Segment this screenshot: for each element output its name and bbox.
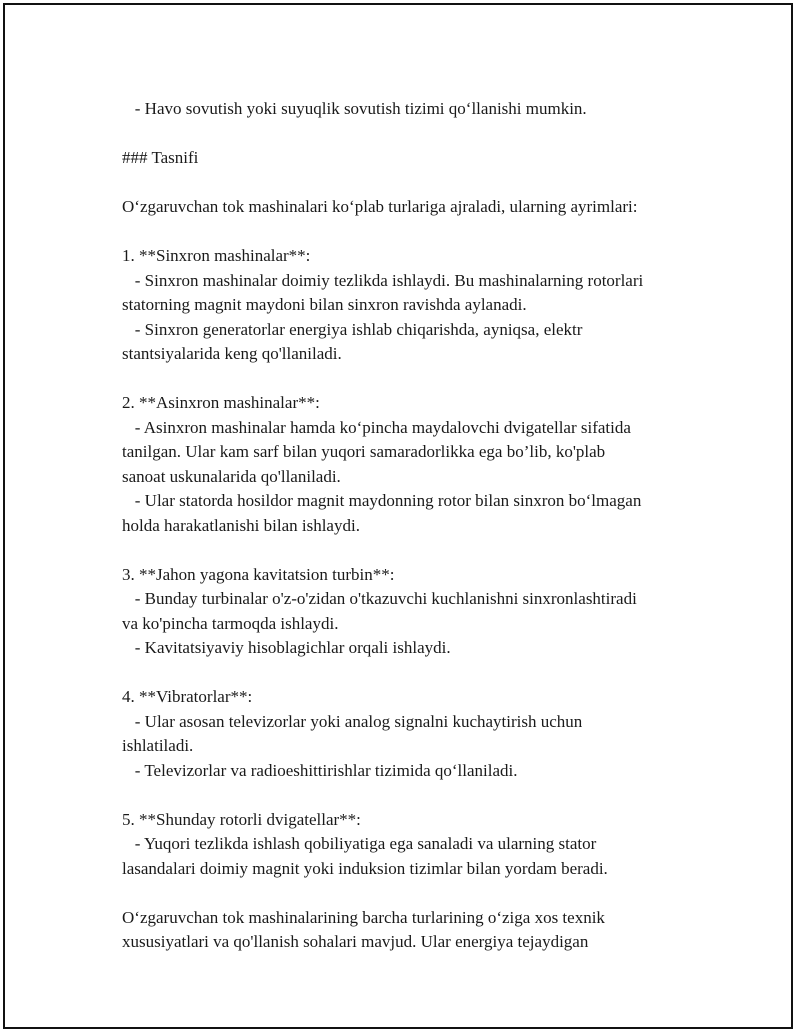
- text-line: 5. **Shunday rotorli dvigatellar**:: [122, 809, 361, 829]
- text-line: xususiyatlari va qo'llanish sohalari mavjud. Ular energiya tejaydigan: [122, 932, 589, 951]
- text-line: ishlatiladi.: [122, 736, 194, 755]
- text-line: lasandalari doimiy magnit yoki induksion tizimlar bilan yordam beradi.: [122, 858, 608, 878]
- document-body: [122, 97, 722, 955]
- blank-line: [122, 661, 722, 686]
- page-frame: [3, 3, 793, 1029]
- text-line: - Asinxron mashinalar hamda ko‘pincha maydalovchi dvigatellar sifatida: [122, 417, 631, 437]
- text-line: O‘zgaruvchan tok mashinalari ko‘plab turlariga ajraladi, ularning ayrimlari:: [122, 197, 638, 216]
- text-line: O‘zgaruvchan tok mashinalarining barcha turlarining o‘ziga xos texnik: [122, 907, 605, 927]
- blank-line: [122, 220, 722, 245]
- blank-line: [122, 538, 722, 563]
- text-line: 3. **Jahon yagona kavitatsion turbin**:: [122, 564, 395, 584]
- text-line: ### Tasnifi: [122, 148, 199, 167]
- text-line: statorning magnit maydoni bilan sinxron ravishda aylanadi.: [122, 295, 527, 314]
- text-line: holda harakatlanishi bilan ishlaydi.: [122, 515, 360, 535]
- text-line: - Ular statorda hosildor magnit maydonning rotor bilan sinxron bo‘lmagan: [122, 491, 642, 510]
- text-line: 2. **Asinxron mashinalar**:: [122, 393, 320, 412]
- text-line: - Bunday turbinalar o'z-o'zidan o'tkazuvchi kuchlanishni sinxronlashtiradi: [122, 589, 637, 608]
- blank-line: [122, 783, 722, 808]
- text-line: - Ular asosan televizorlar yoki analog signalni kuchaytirish uchun: [122, 711, 583, 731]
- text-line: stantsiyalarida keng qo'llaniladi.: [122, 344, 342, 363]
- text-line: - Kavitatsiyaviy hisoblagichlar orqali ishlaydi.: [122, 638, 451, 657]
- blank-line: [122, 171, 722, 196]
- text-line: - Yuqori tezlikda ishlash qobiliyatiga ega sanaladi va ularning stator: [122, 834, 597, 853]
- text-line: - Havo sovutish yoki suyuqlik sovutish tizimi qo‘llanishi mumkin.: [122, 99, 587, 118]
- text-line: tanilgan. Ular kam sarf bilan yuqori samaradorlikka ega bo’lib, ko'plab: [122, 442, 606, 461]
- blank-line: [122, 367, 722, 392]
- text-line: va ko'pincha tarmoqda ishlaydi.: [122, 613, 339, 633]
- blank-line: [122, 881, 722, 906]
- text-line: - Sinxron generatorlar energiya ishlab chiqarishda, ayniqsa, elektr: [122, 319, 583, 339]
- text-line: - Televizorlar va radioeshittirishlar tizimida qo‘llaniladi.: [122, 760, 518, 780]
- blank-line: [122, 122, 722, 147]
- text-line: sanoat uskunalarida qo'llaniladi.: [122, 466, 341, 486]
- text-line: 1. **Sinxron mashinalar**:: [122, 246, 311, 265]
- text-line: - Sinxron mashinalar doimiy tezlikda ishlaydi. Bu mashinalarning rotorlari: [122, 270, 644, 290]
- text-line: 4. **Vibratorlar**:: [122, 687, 253, 706]
